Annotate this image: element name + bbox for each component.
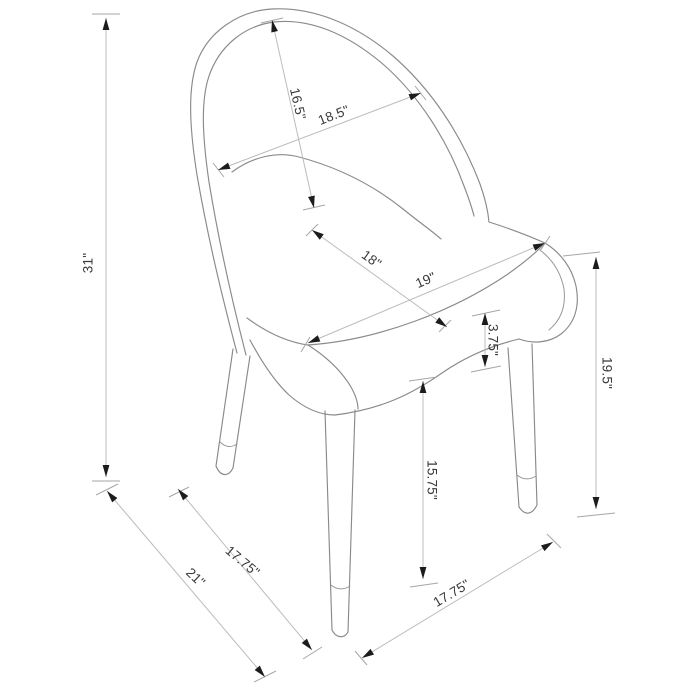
front-right-leg bbox=[508, 344, 537, 513]
backrest-outer-edge bbox=[191, 9, 489, 353]
label-overall-height: 31" bbox=[80, 252, 96, 274]
dim-tick bbox=[169, 487, 189, 497]
dim-line bbox=[107, 491, 265, 677]
dim-tick bbox=[472, 310, 500, 316]
dim-tick bbox=[355, 651, 367, 665]
seat-bottom-edge bbox=[250, 339, 519, 415]
label-backrest-height: 16.5" bbox=[286, 86, 309, 122]
label-seat-width: 19" bbox=[413, 269, 438, 292]
front-left-leg-cap-line bbox=[331, 585, 350, 589]
back-left-leg-foot bbox=[216, 466, 233, 475]
dim-tick bbox=[577, 513, 615, 517]
dim-leg-span-width bbox=[355, 534, 561, 665]
backrest-inner-edge bbox=[203, 21, 474, 355]
back-left-leg-edges bbox=[216, 349, 250, 468]
seat-front-left-corner-roll bbox=[308, 345, 358, 409]
front-left-leg-edges bbox=[325, 410, 355, 632]
dim-tick bbox=[96, 484, 118, 495]
label-leg-span-width: 17.75" bbox=[430, 576, 473, 610]
label-seat-thickness: 3.75" bbox=[485, 323, 501, 357]
front-left-leg bbox=[325, 410, 355, 637]
label-floor-to-seat-height: 19.5" bbox=[599, 356, 615, 390]
seat-back-right-edge bbox=[489, 222, 545, 243]
label-leg-span-depth: 17.75" bbox=[222, 542, 263, 580]
dim-overall-depth bbox=[96, 484, 276, 682]
dim-line bbox=[308, 243, 545, 343]
back-left-leg-cap-line bbox=[220, 442, 237, 446]
dim-tick bbox=[547, 534, 561, 548]
chair-drawing bbox=[191, 9, 578, 637]
label-under-seat-clearance: 15.75" bbox=[424, 460, 440, 500]
dim-tick bbox=[410, 583, 438, 587]
label-seat-depth: 18" bbox=[358, 247, 385, 272]
dim-tick bbox=[563, 252, 600, 256]
label-backrest-width: 18.5" bbox=[316, 102, 352, 128]
dim-seat-width bbox=[301, 236, 550, 352]
dim-tick bbox=[471, 366, 501, 372]
front-left-leg-foot bbox=[332, 630, 348, 637]
dim-overall-height bbox=[92, 14, 120, 481]
label-overall-depth: 21" bbox=[183, 564, 209, 590]
dim-tick bbox=[303, 647, 322, 659]
front-right-leg-cap-line bbox=[517, 475, 536, 479]
back-left-leg bbox=[216, 349, 250, 475]
dim-line bbox=[362, 542, 553, 658]
back-cushion-arc bbox=[232, 155, 441, 239]
dim-line bbox=[218, 93, 421, 170]
front-right-leg-edges bbox=[508, 344, 537, 507]
seat-right-roll-inner bbox=[540, 250, 564, 330]
front-right-leg-foot bbox=[519, 505, 537, 513]
dimension-annotations bbox=[81, 14, 615, 682]
